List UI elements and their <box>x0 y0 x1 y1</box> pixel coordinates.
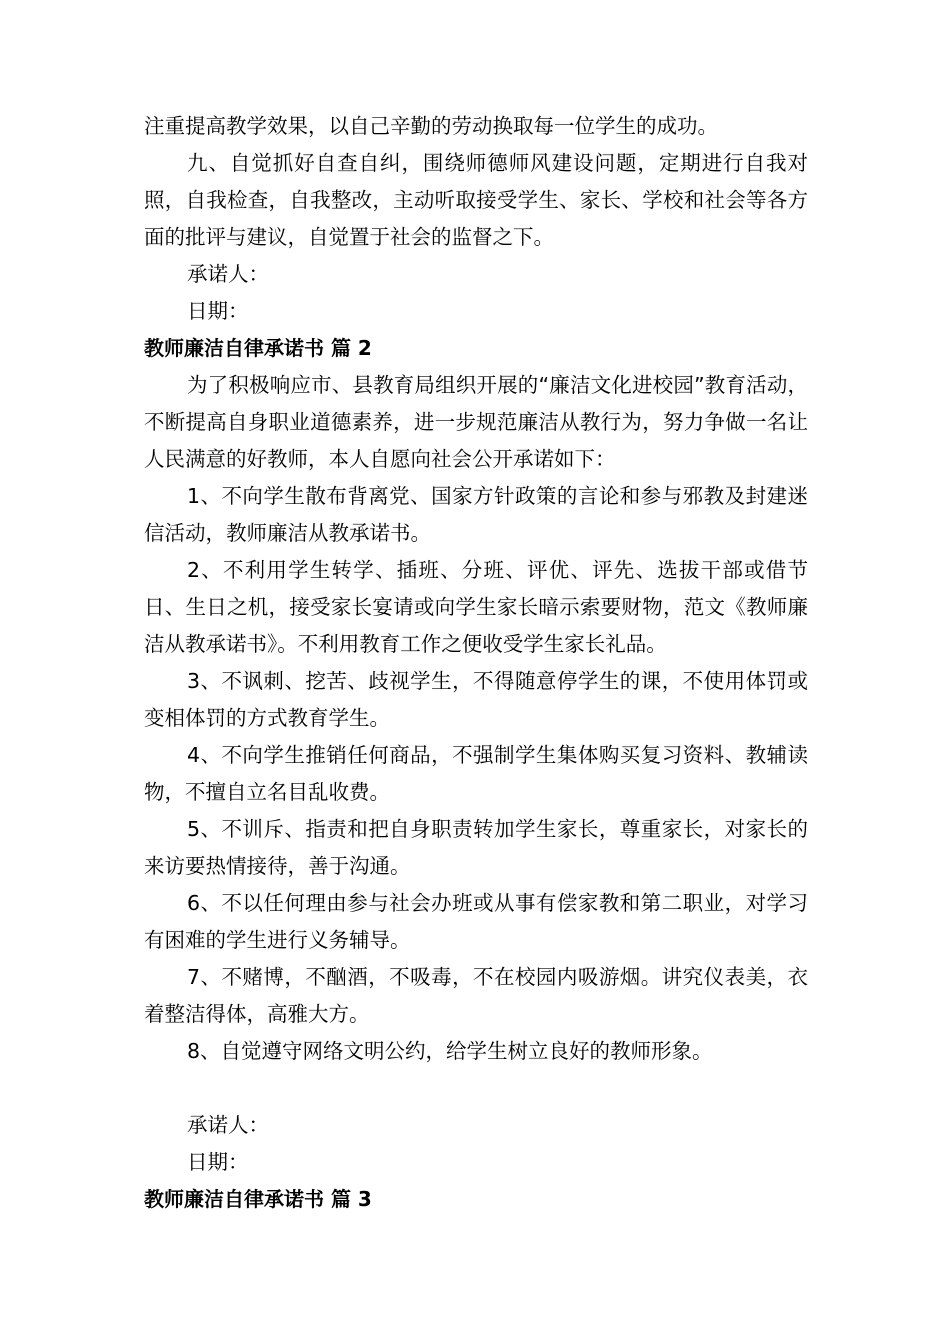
paragraph-continuation: 注重提高教学效果，以自己辛勤的劳动换取每一位学生的成功。 <box>144 114 718 138</box>
paragraph-item-7: 7、不赌博，不酗酒，不吸毒，不在校园内吸游烟。讲究仪表美，衣着整洁得体，高雅大方。 <box>144 965 808 1026</box>
paragraph-item-1: 1、不向学生散布背离党、国家方针政策的言论和参与邪教及封建迷信活动，教师廉洁从教承诺书。 <box>144 484 808 545</box>
paragraph-item-9: 九、自觉抓好自查自纠，围绕师德师风建设问题，定期进行自我对照，自我检查，自我整改，主动听取接受学生、家长、学校和社会等各方面的批评与建议，自觉置于社会的监督之下。 <box>144 151 808 249</box>
paragraph-item-6: 6、不以任何理由参与社会办班或从事有偿家教和第二职业，对学习有困难的学生进行义务辅导。 <box>144 891 808 952</box>
date-line: 日期： <box>187 1150 249 1174</box>
paragraph-item-3: 3、不讽刺、挖苦、歧视学生，不得随意停学生的课，不使用体罚或变相体罚的方式教育学生。 <box>144 669 808 730</box>
paragraph-item-2: 2、不利用学生转学、插班、分班、评优、评先、选拔干部或借节日、生日之机，接受家长宴请或向学生家长暗示索要财物，范文《教师廉洁从教承诺书》。不利用教育工作之便收受学生家长礼品。 <box>144 558 808 656</box>
paragraph-item-4: 4、不向学生推销任何商品，不强制学生集体购买复习资料、教辅读物，不擅自立名目乱收费。 <box>144 743 808 804</box>
signature-line: 承诺人： <box>187 1113 269 1137</box>
date-line: 日期： <box>187 299 249 323</box>
signature-line: 承诺人： <box>187 262 269 286</box>
blank-line <box>144 1070 808 1107</box>
section-heading-2: 教师廉洁自律承诺书 篇 2 <box>144 336 372 360</box>
paragraph-item-8: 8、自觉遵守网络文明公约，给学生树立良好的教师形象。 <box>187 1039 713 1063</box>
paragraph-intro: 为了积极响应市、县教育局组织开展的“廉洁文化进校园”教育活动，不断提高自身职业道德素养，进一步规范廉洁从教行为，努力争做一名让人民满意的好教师，本人自愿向社会公开承诺如下： <box>144 373 808 471</box>
paragraph-item-5: 5、不训斥、指责和把自身职责转加学生家长，尊重家长，对家长的来访要热情接待，善于沟通。 <box>144 817 808 878</box>
document-body <box>144 108 808 1218</box>
section-heading-3: 教师廉洁自律承诺书 篇 3 <box>144 1187 372 1211</box>
